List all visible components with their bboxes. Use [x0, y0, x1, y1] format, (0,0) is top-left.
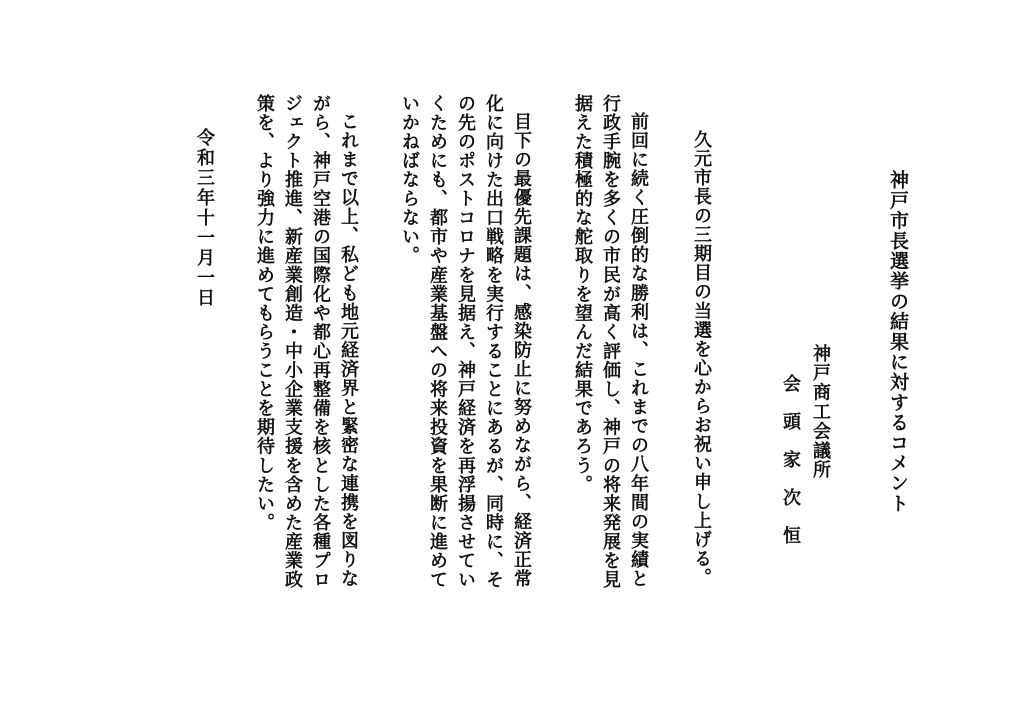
paragraph-line: の先のポストコロナを見据え、神戸経済を再浮揚させてい: [455, 94, 476, 590]
paragraph-line: これまで以上、私ども地元経済界と緊密な連携を図りな: [338, 112, 359, 589]
paragraph-line: いかねばならない。: [399, 94, 420, 266]
paragraph-line: 行政手腕を多くの市民が高く評価し、神戸の将来発展を見: [600, 94, 621, 590]
document-date: 令和三年十一月一日: [194, 128, 215, 308]
organization-name: 神戸商工会議所: [810, 344, 831, 480]
paragraph-line: 目下の最優先課題は、感染防止に努めながら、経済正常: [511, 112, 532, 589]
paragraph-line: 策を、より強力に進めてもらうことを期待したい。: [254, 94, 275, 533]
document-title: 神戸市長選挙の結果に対するコメント: [887, 170, 909, 514]
paragraph-line: くためにも、都市や産業基盤への将来投資を果断に進めて: [427, 94, 448, 590]
paragraph-line: ジェクト推進、新産業創造・中小企業支援を含めた産業政: [282, 94, 303, 590]
paragraph-priorities: [395, 94, 535, 589]
paragraph-line: 前回に続く圧倒的な勝利は、これまでの八年間の実績と: [628, 112, 649, 589]
paragraph-evaluation: [568, 94, 652, 589]
paragraph-line: がら、神戸空港の国際化や都心再整備を核とした各種プロ: [310, 94, 331, 590]
paragraph-line: 据えた積極的な舵取りを望んだ結果であろう。: [572, 94, 593, 495]
paragraph-expectations: [250, 94, 362, 589]
paragraph-line: 化に向けた出口戦略を実行することにあるが、同時に、そ: [483, 94, 504, 590]
presenter-name: 会頭家次恒: [780, 374, 801, 564]
paragraph-congratulation: [687, 130, 715, 587]
paragraph-line: 久元市長の三期目の当選を心からお祝い申し上げる。: [691, 130, 712, 588]
